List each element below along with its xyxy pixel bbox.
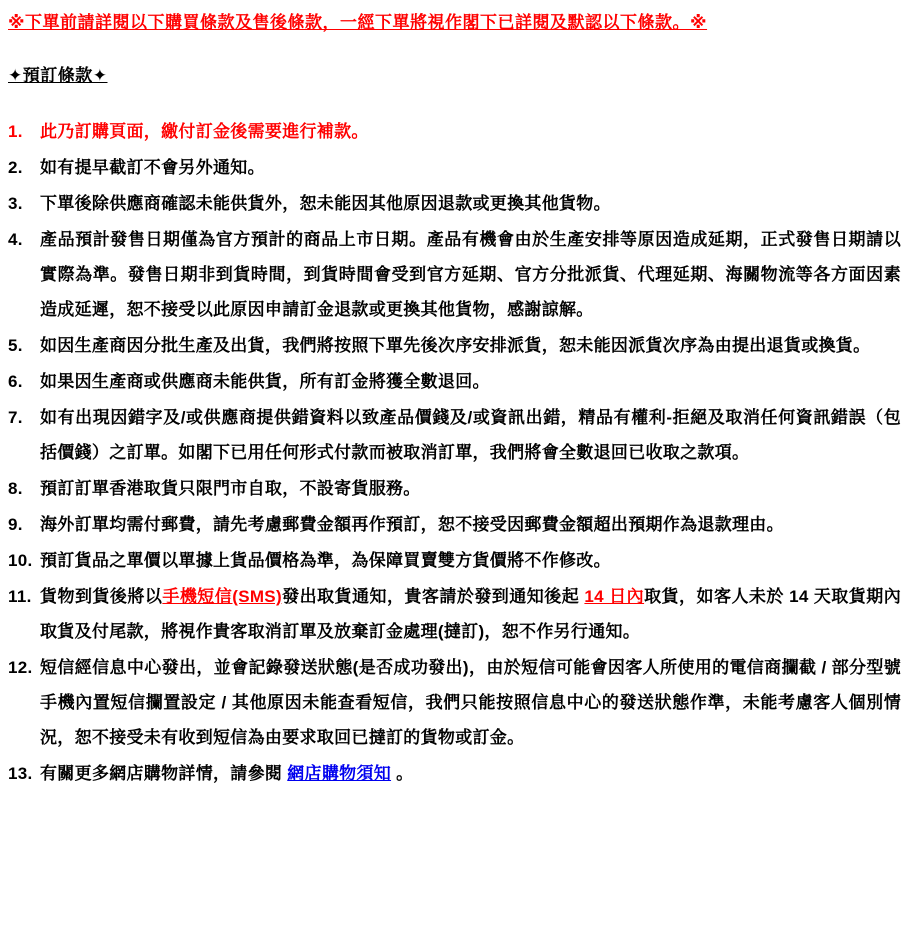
term-item xyxy=(8,114,901,149)
term-text-part: 有關更多網店購物詳情，請參閱 xyxy=(40,764,288,783)
term-text-part: 如因生產商因分批生產及出貨，我們將按照下單先後次序安排派貨，恕未能因派貨次序為由提出退貨或換貨。 xyxy=(40,336,871,355)
term-item xyxy=(8,507,901,542)
term-item xyxy=(8,650,901,755)
highlighted-text: 14 日內 xyxy=(584,587,645,606)
term-text-part: 海外訂單均需付郵費，請先考慮郵費金額再作預訂，恕不接受因郵費金額超出預期作為退款理由。 xyxy=(40,515,784,534)
term-item xyxy=(8,186,901,221)
term-text xyxy=(40,150,901,185)
term-item xyxy=(8,364,901,399)
term-text xyxy=(40,650,901,755)
term-text-part: 此乃訂購頁面，繳付訂金後需要進行補款。 xyxy=(40,122,369,141)
term-number: 3. xyxy=(8,194,23,213)
term-number: 1. xyxy=(8,122,23,141)
term-text-part: 預訂訂單香港取貨只限門市自取，不設寄貨服務。 xyxy=(40,479,421,498)
term-text-part: 取貨，如客人未於 14 天取貨期內取貨及付尾款，將視作貴客取消訂單及放棄訂金處理(撻訂)，恕不作另行通知。 xyxy=(40,587,901,641)
term-number: 8. xyxy=(8,479,23,498)
term-text xyxy=(40,579,901,649)
term-text xyxy=(40,364,901,399)
term-text-part: 如有提早截訂不會另外通知。 xyxy=(40,158,265,177)
purchase-notice-header: ※下單前請詳閱以下購買條款及售後條款，一經下單將視作閣下已詳閱及默認以下條款。※ xyxy=(8,13,708,32)
term-number: 2. xyxy=(8,158,23,177)
term-item xyxy=(8,328,901,363)
term-text xyxy=(40,222,901,327)
term-text xyxy=(40,756,901,791)
term-text-part: 。 xyxy=(391,764,414,783)
term-text-part: 如果因生產商或供應商未能供貨，所有訂金將獲全數退回。 xyxy=(40,372,490,391)
term-text xyxy=(40,328,901,363)
section-title-preorder-terms: ✦預訂條款✦ xyxy=(8,66,108,85)
term-number: 7. xyxy=(8,408,23,427)
term-text-part: 下單後除供應商確認未能供貨外，恕未能因其他原因退款或更換其他貨物。 xyxy=(40,194,611,213)
term-text xyxy=(40,114,901,149)
term-item xyxy=(8,222,901,327)
term-text-part: 貨物到貨後將以 xyxy=(40,587,163,606)
term-item xyxy=(8,579,901,649)
term-item xyxy=(8,471,901,506)
term-text-part: 如有出現因錯字及/或供應商提供錯資料以致產品價錢及/或資訊出錯，精品有權利-拒絕及取消任何資訊錯誤（包括價錢）之訂單。如閣下已用任何形式付款而被取消訂單，我們將會全數退回已收取之款項。 xyxy=(40,408,901,462)
term-item xyxy=(8,543,901,578)
terms-list xyxy=(8,114,901,791)
store-shopping-notice-link[interactable]: 網店購物須知 xyxy=(287,764,392,783)
term-number: 13. xyxy=(8,764,33,783)
term-text-part: 預訂貨品之單價以單據上貨品價格為準，為保障買賣雙方貨價將不作修改。 xyxy=(40,551,611,570)
term-number: 11. xyxy=(8,587,32,606)
term-text xyxy=(40,507,901,542)
term-number: 10. xyxy=(8,551,33,570)
term-text xyxy=(40,471,901,506)
highlighted-text: 手機短信(SMS) xyxy=(162,587,282,606)
term-text-part: 短信經信息中心發出，並會記錄發送狀態(是否成功發出)，由於短信可能會因客人所使用的電信商攔截 / 部分型號手機內置短信攔置設定 / 其他原因未能查看短信，我們只能按照信息中心的發送狀態作準，未能考慮客人個別情況，恕不接受未有收到短信為由要求取回已撻訂的貨物或訂金。 xyxy=(40,658,901,747)
term-number: 6. xyxy=(8,372,23,391)
term-text-part: 發出取貨通知，貴客請於發到通知後起 xyxy=(281,587,585,606)
term-item xyxy=(8,756,901,791)
term-text xyxy=(40,400,901,470)
term-text-part: 產品預計發售日期僅為官方預計的商品上市日期。產品有機會由於生產安排等原因造成延期，正式發售日期請以實際為準。發售日期非到貨時間，到貨時間會受到官方延期、官方分批派貨、代理延期、海關物流等各方面因素造成延遲，恕不接受以此原因申請訂金退款或更換其他貨物，感謝諒解。 xyxy=(40,230,901,319)
term-number: 9. xyxy=(8,515,23,534)
term-text xyxy=(40,186,901,221)
term-number: 12. xyxy=(8,658,33,677)
term-number: 5. xyxy=(8,336,23,355)
term-text xyxy=(40,543,901,578)
term-item xyxy=(8,400,901,470)
term-number: 4. xyxy=(8,230,23,249)
term-item xyxy=(8,150,901,185)
